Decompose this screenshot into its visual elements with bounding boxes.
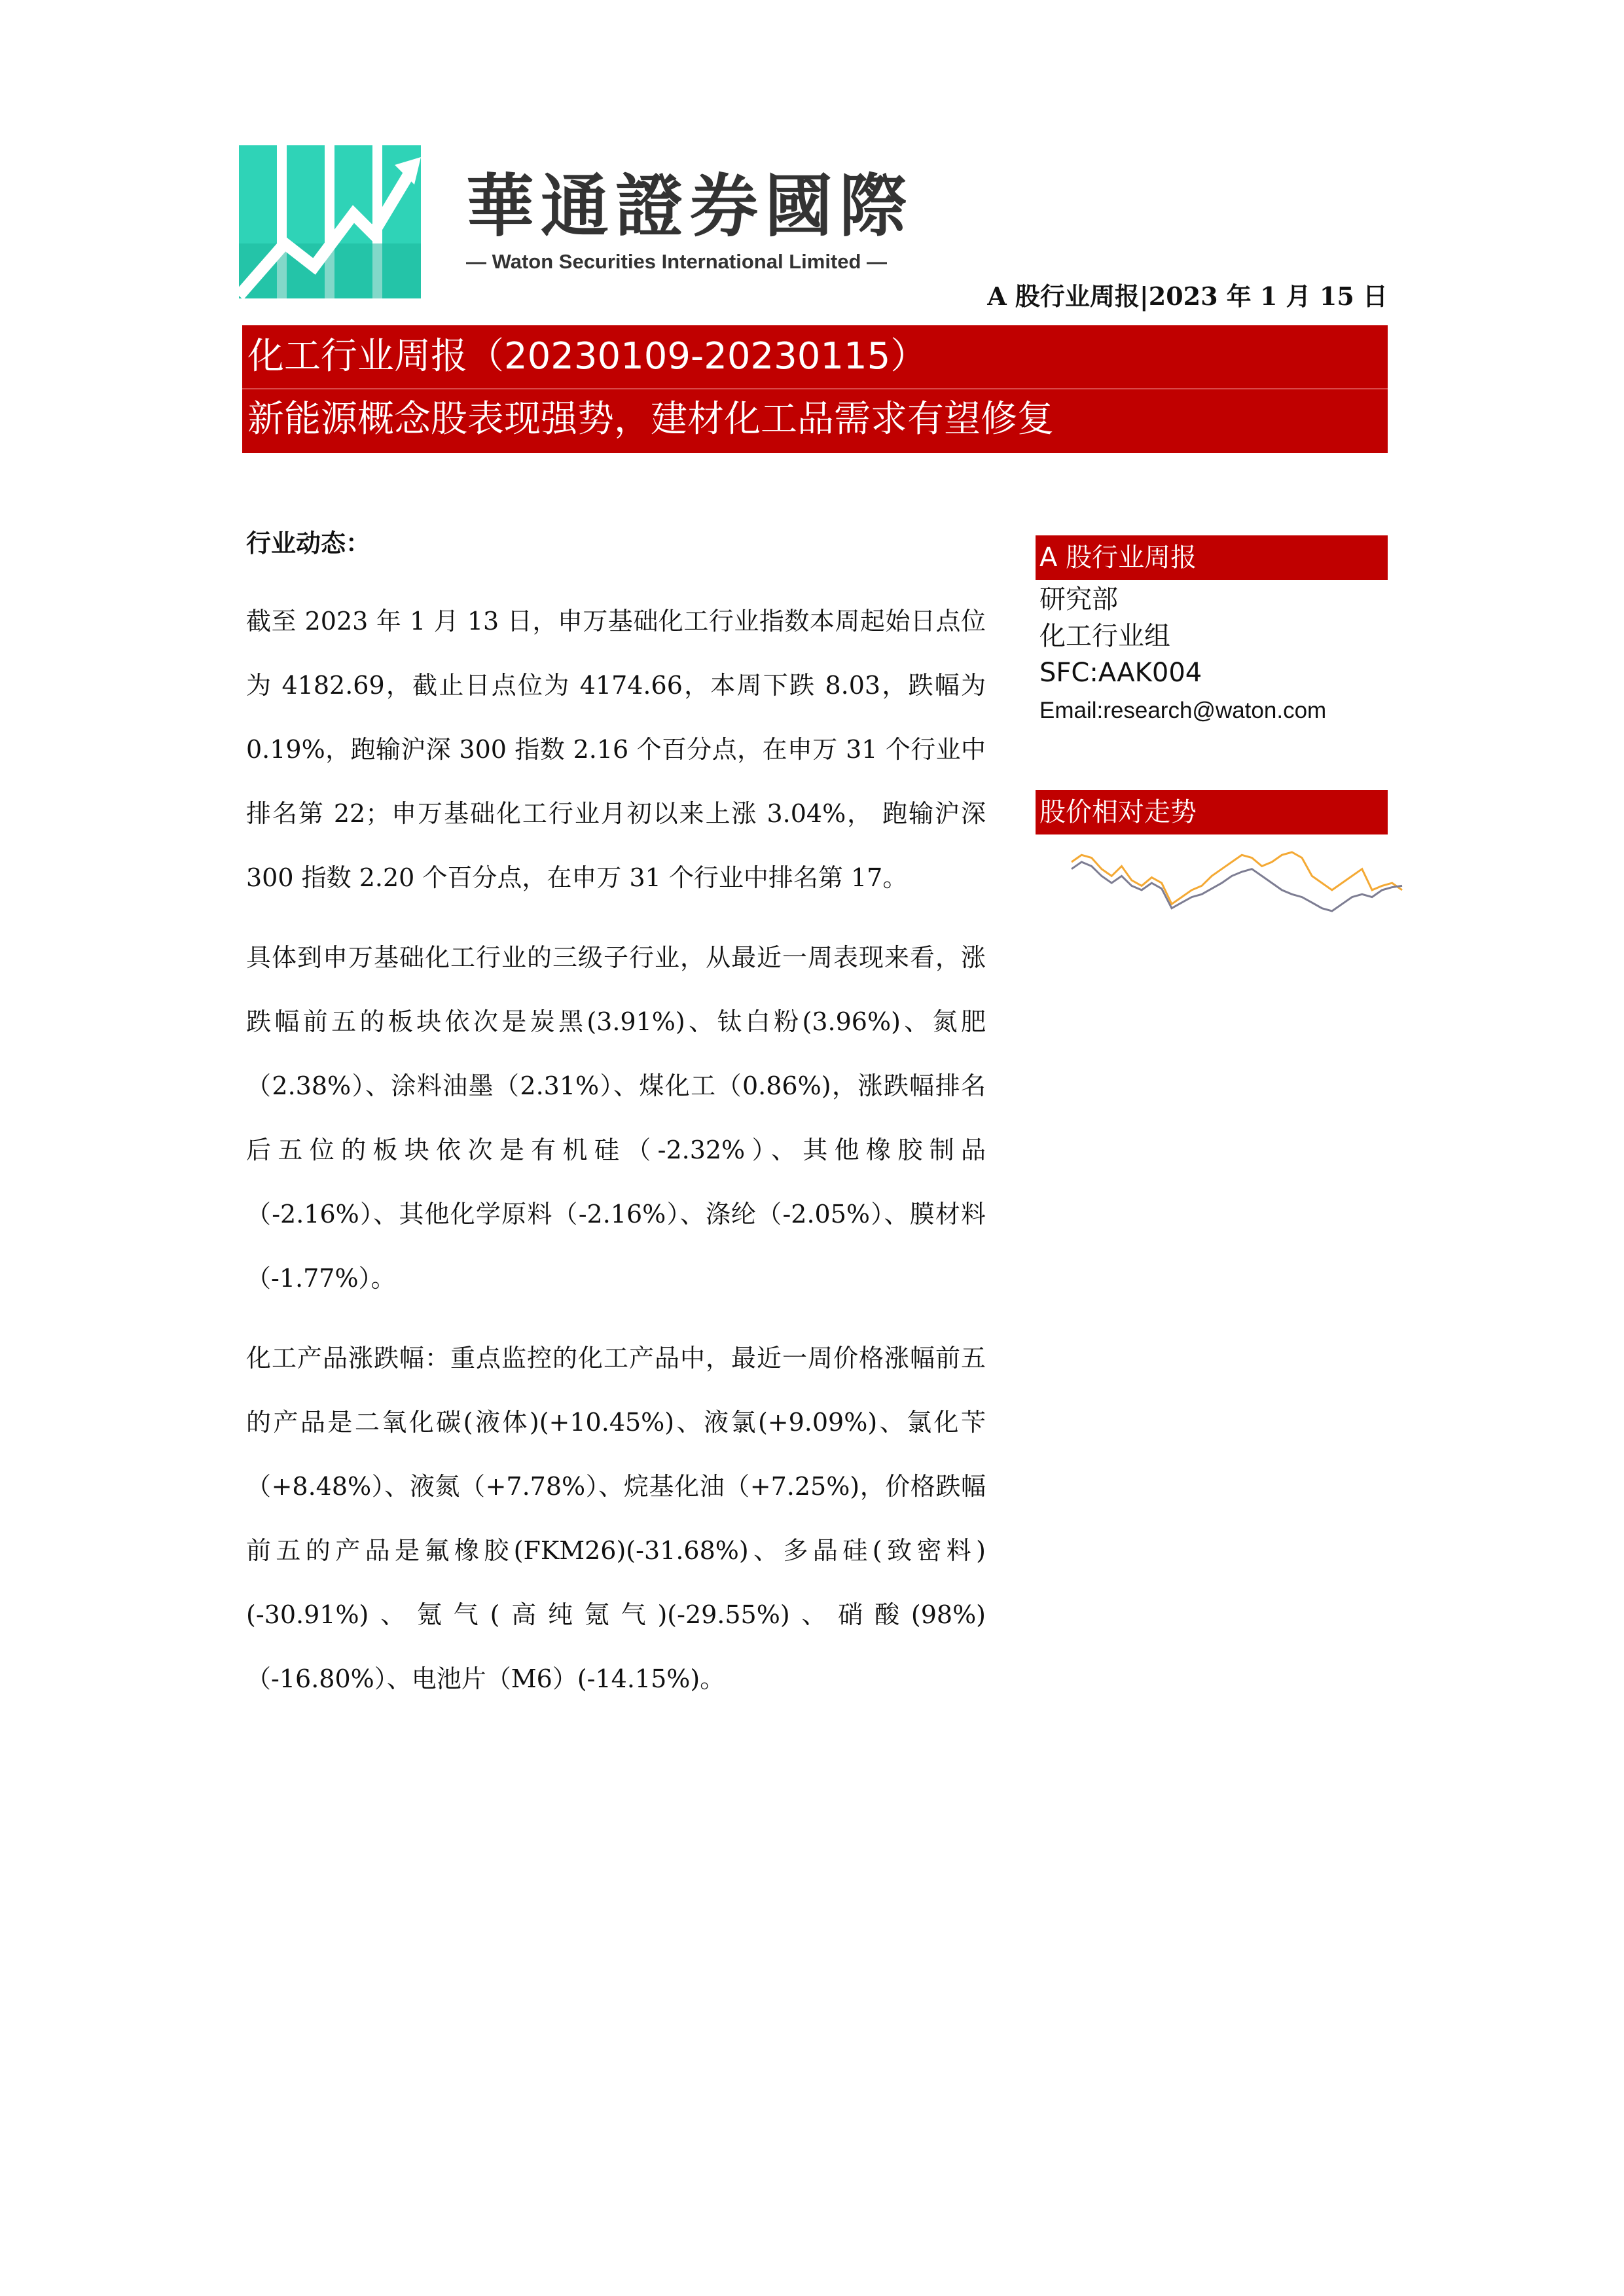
banner-divider: [242, 388, 1388, 389]
report-title: 化工行业周报（20230109-20230115）: [247, 335, 928, 378]
paragraph-index-performance: 截至 2023 年 1 月 13 日，申万基础化工行业指数本周起始日点位为 4182.69，截止日点位为 4174.66，本周下跌 8.03，跌幅为 0.19%，跑输沪深 300 指数 2.16 个百分点，在申万 31 个行业中排名第 22；申万基础化工行业月初以来上涨 3.04%， 跑输沪深 300 指数 2.20 个百分点，在申万 31 个行业中排名第 17。: [246, 607, 986, 892]
section-heading: 行业动态：: [246, 528, 371, 558]
title-banner: [242, 325, 1388, 453]
sidebar-contact: [1039, 581, 1393, 730]
group-label: 化工行业组: [1039, 621, 1170, 651]
paragraph-subindustry: 具体到申万基础化工行业的三级子行业，从最近一周表现来看，涨跌幅前五的板块依次是炭黑(3.91%)、钛白粉(3.96%)、氮肥（2.38%）、涂料油墨（2.31%）、煤化工（0.86%)，涨跌幅排名后五位的板块依次是有机硅（-2.32%）、其他橡胶制品（-2.16%）、其他化学原料（-2.16%）、涤纶（-2.05%）、膜材料（-1.77%）。: [246, 943, 986, 1293]
email-link[interactable]: Email:research@waton.com: [1039, 698, 1327, 723]
sidebar-chart-title: 股价相对走势: [1036, 790, 1388, 834]
paragraph-product-prices: 化工产品涨跌幅：重点监控的化工产品中，最近一周价格涨幅前五的产品是二氧化碳(液体)(+10.45%)、液氯(+9.09%)、氯化苄（+8.48%）、液氮（+7.78%）、烷基化油（+7.25%)，价格跌幅前五的产品是氟橡胶(FKM26)(-31.68%)、多晶硅(致密料)(-30.91%)、氪气(高纯氪气)(-29.55%)、硝酸(98%)（-16.80%）、电池片（M6）(-14.15%)。: [246, 1344, 986, 1693]
main-content: [246, 524, 986, 1727]
company-name-en: — Waton Securities International Limited —: [466, 250, 888, 273]
department-label: 研究部: [1039, 584, 1118, 615]
report-subtitle: 新能源概念股表现强势，建材化工品需求有望修复: [247, 398, 1054, 440]
series-line-1: [1072, 862, 1402, 911]
sfc-label: SFC:AAK004: [1039, 658, 1202, 688]
company-name-cn: 華通證券國際: [466, 166, 914, 246]
waton-logo-icon: [239, 145, 421, 298]
relative-price-chart: [1036, 839, 1415, 1127]
report-date-label: A 股行业周报|2023 年 1 月 15 日: [987, 281, 1388, 311]
sidebar-report-type: A 股行业周报: [1036, 535, 1388, 580]
